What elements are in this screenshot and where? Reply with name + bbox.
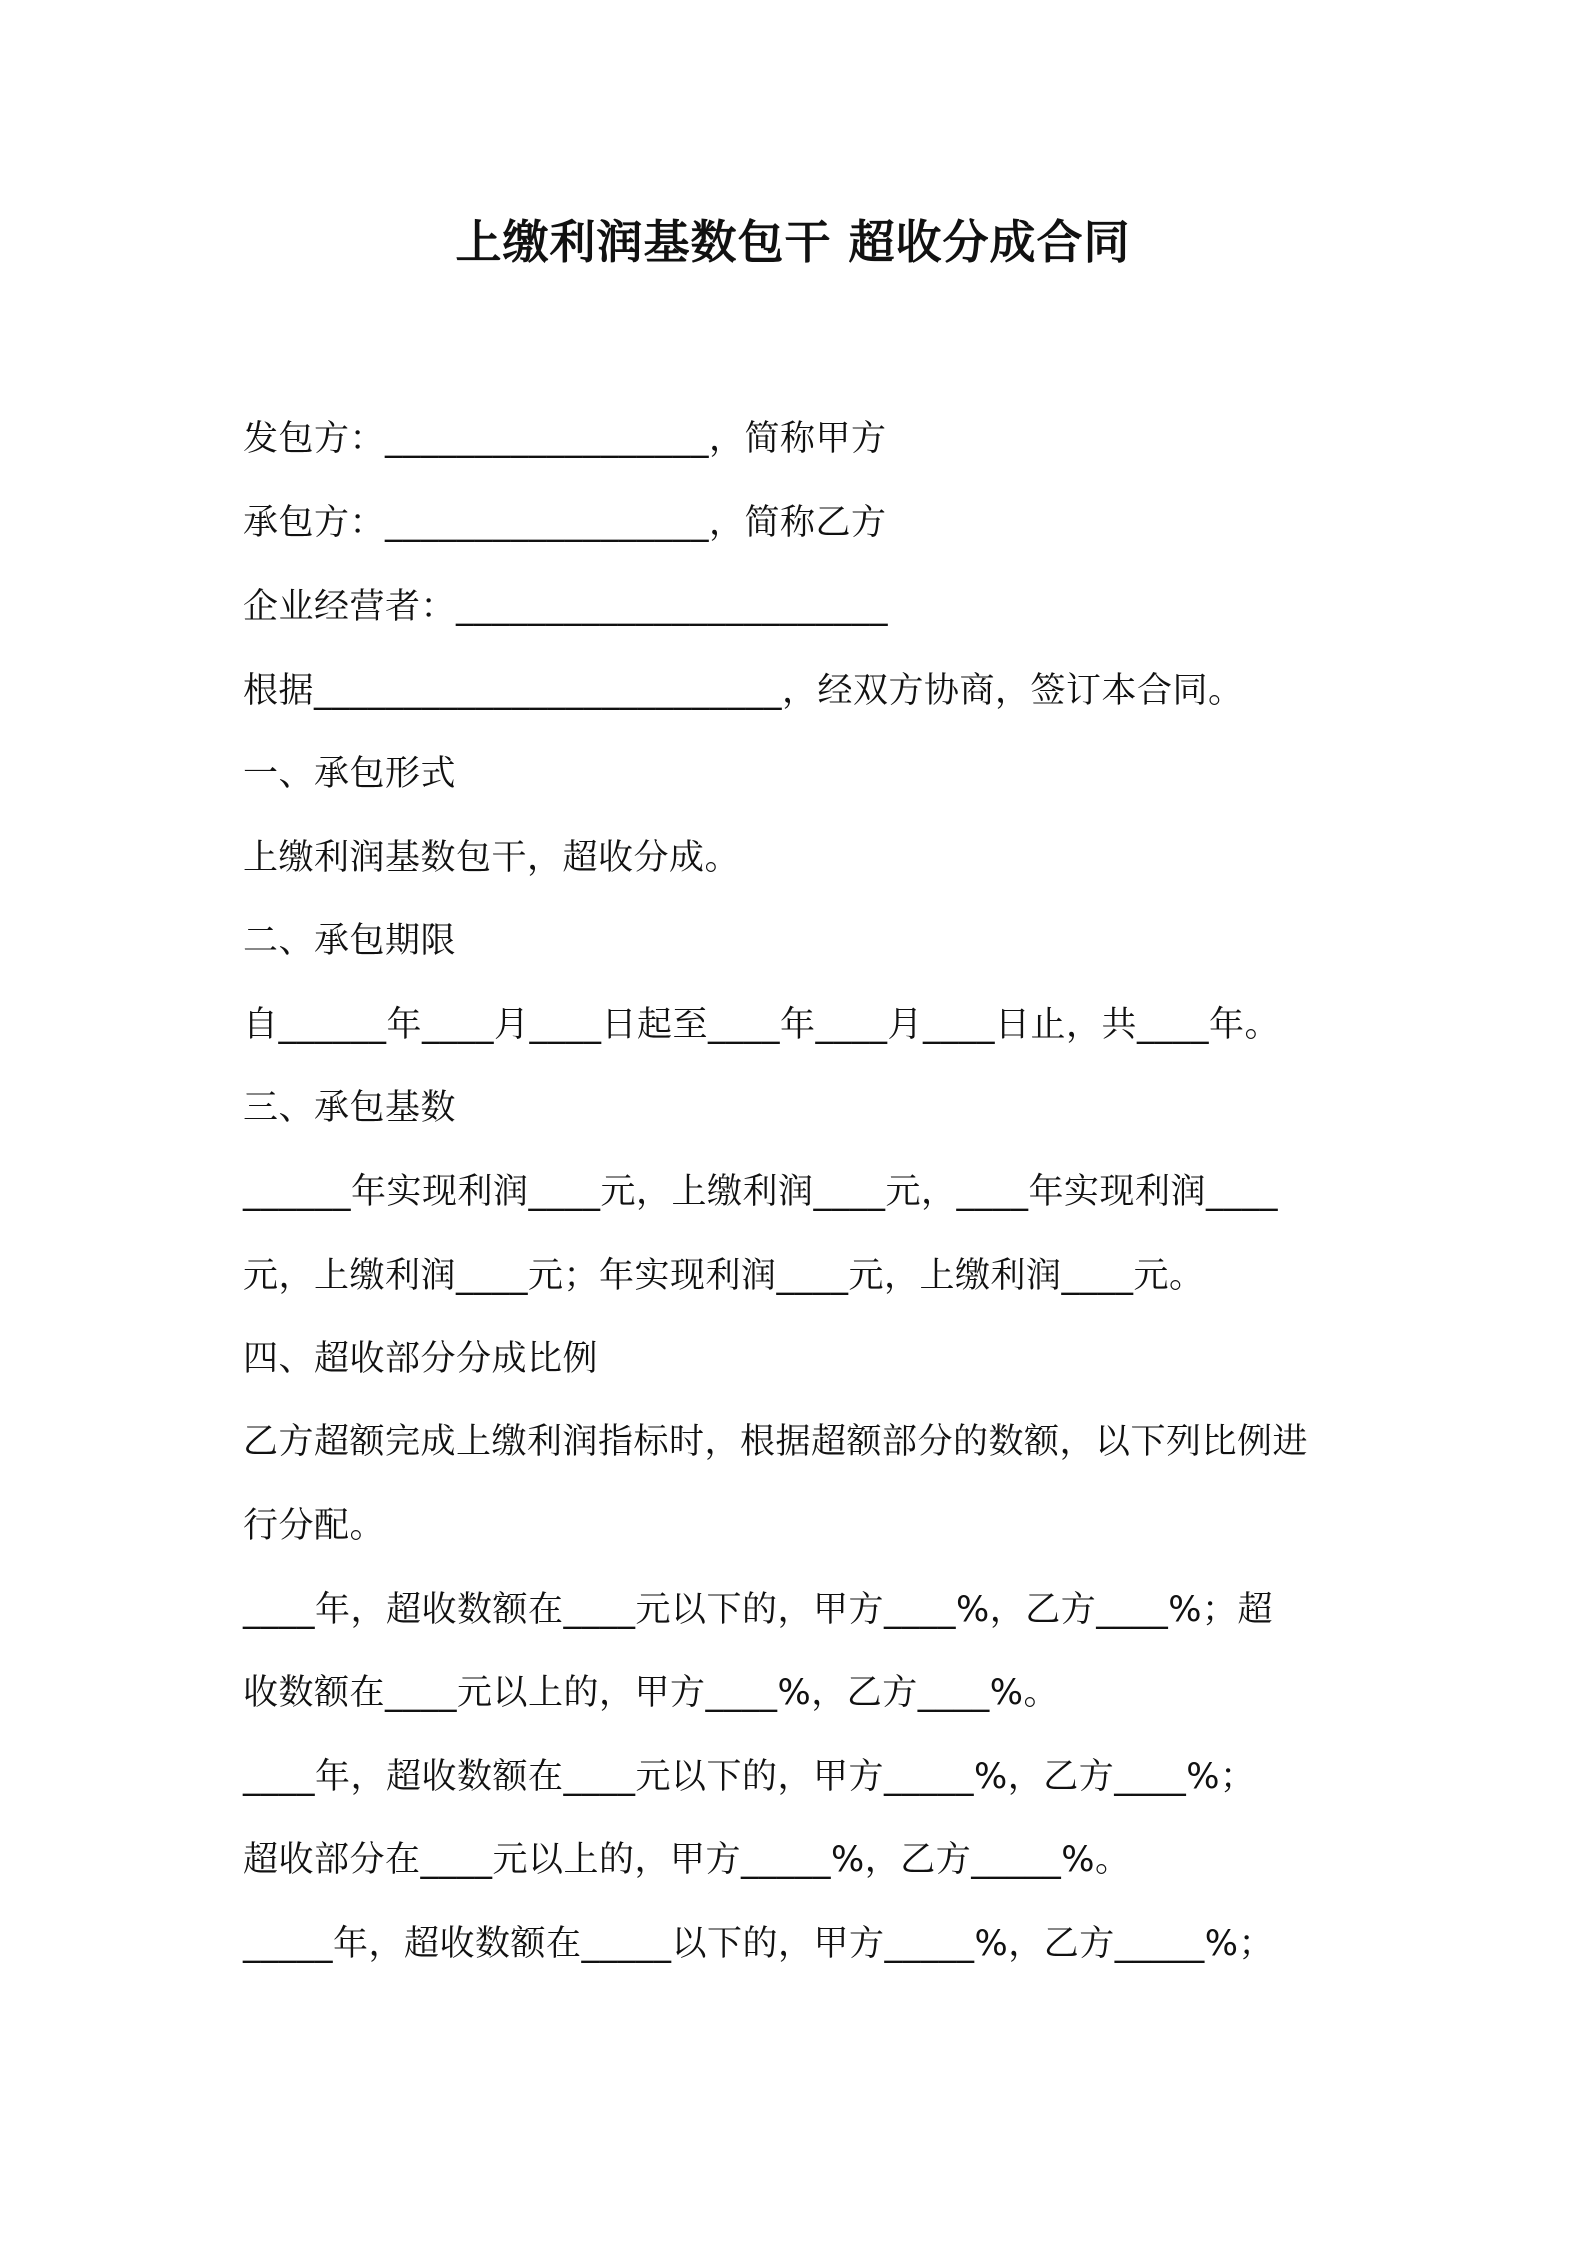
paragraph-line: 超收部分在____元以上的，甲方_____%，乙方_____%。: [243, 1840, 1131, 1880]
party-a-line: 发包方：__________________，简称甲方: [243, 419, 887, 459]
section-heading: 四、超收部分分成比例: [243, 1339, 599, 1379]
party-b-line: 承包方：__________________，简称乙方: [243, 503, 887, 543]
paragraph-line: 上缴利润基数包干，超收分成。: [243, 838, 741, 878]
section-heading: 三、承包基数: [243, 1088, 457, 1128]
paragraph-line: ______年实现利润____元，上缴利润____元，____年实现利润____: [243, 1172, 1279, 1212]
section-heading: 二、承包期限: [243, 921, 457, 961]
paragraph-line: 自______年____月____日起至____年____月____日止，共____年。: [243, 1005, 1281, 1045]
paragraph-line: 乙方超额完成上缴利润指标时，根据超额部分的数额，以下列比例进: [243, 1422, 1309, 1462]
paragraph-line: 行分配。: [243, 1506, 386, 1546]
paragraph-line: _____年，超收数额在_____以下的，甲方_____%，乙方_____%；: [243, 1924, 1275, 1964]
operator-line: 企业经营者：________________________: [243, 587, 889, 627]
paragraph-line: 元，上缴利润____元；年实现利润____元，上缴利润____元。: [243, 1256, 1205, 1296]
basis-line: 根据__________________________，经双方协商，签订本合同。: [243, 671, 1244, 711]
document-title: 上缴利润基数包干 超收分成合同: [455, 215, 1131, 269]
paragraph-line: 收数额在____元以上的，甲方____%，乙方____%。: [243, 1673, 1060, 1713]
section-heading: 一、承包形式: [243, 754, 457, 794]
paragraph-line: ____年，超收数额在____元以下的，甲方_____%，乙方____%；: [243, 1757, 1256, 1797]
paragraph-line: ____年，超收数额在____元以下的，甲方____%，乙方____%；超: [243, 1590, 1274, 1630]
